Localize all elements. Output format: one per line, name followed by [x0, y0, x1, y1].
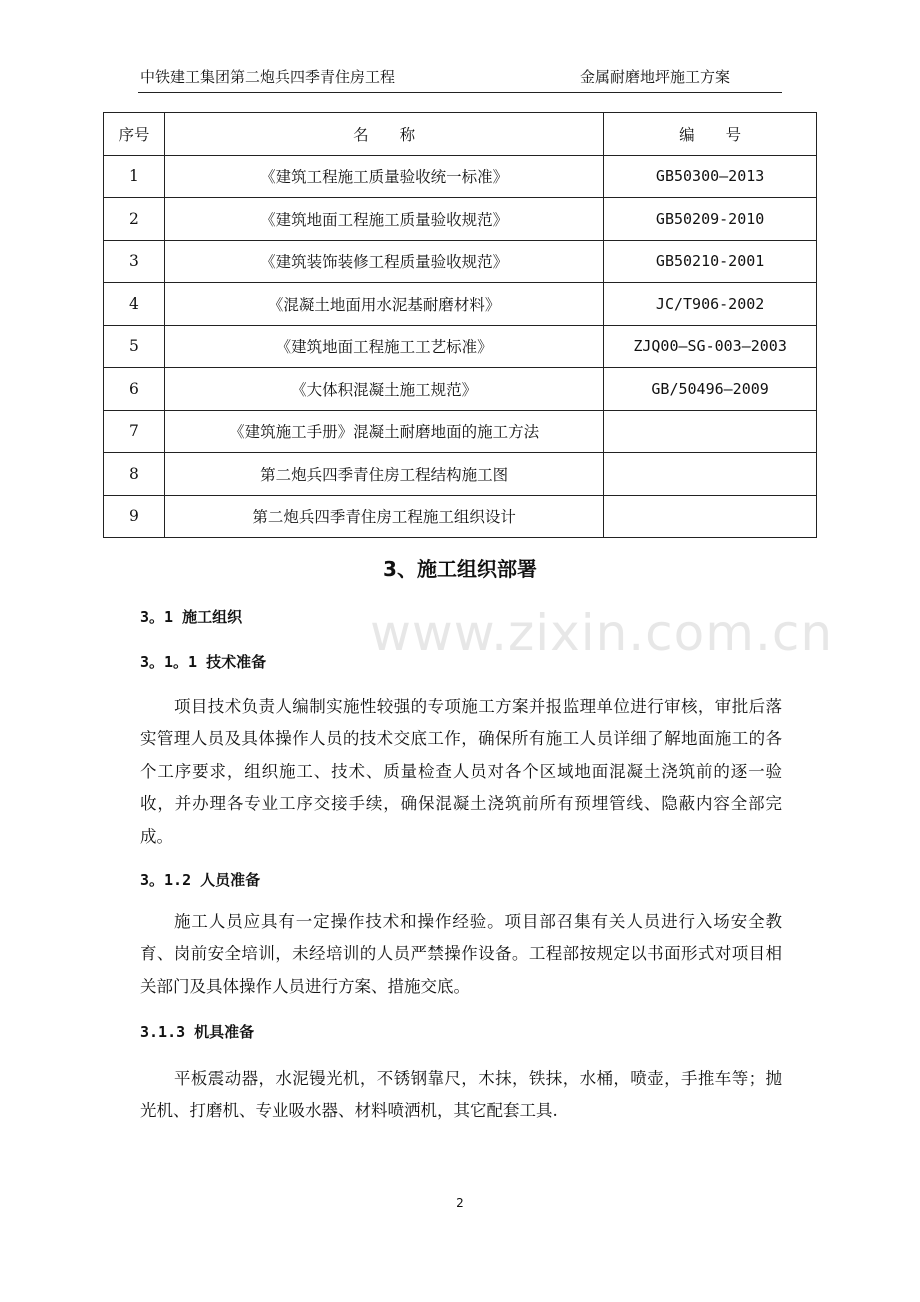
row-name: 《建筑地面工程施工工艺标准》 — [164, 325, 603, 368]
row-code: ZJQ00—SG-003—2003 — [604, 325, 817, 368]
row-no: 9 — [104, 495, 165, 538]
row-code — [604, 495, 817, 538]
row-no: 4 — [104, 283, 165, 326]
header-code: 编 号 — [604, 113, 817, 156]
paragraph-technical-prep: 项目技术负责人编制实施性较强的专项施工方案并报监理单位进行审核，审批后落实管理人员及具体操作人员的技术交底工作，确保所有施工人员详细了解地面施工的各个工序要求，组织施工、技术、质量检查人员对各个区域地面混凝土浇筑前的逐一验收，并办理各专业工序交接手续，确保混凝土浇筑前所有预埋管线、隐蔽内容全部完成。 — [140, 697, 782, 846]
subsection-heading-3-1-1: 3。1。1 技术准备 — [140, 653, 267, 671]
table-row — [104, 368, 817, 411]
row-code: GB50300—2013 — [604, 155, 817, 198]
table-header-row — [104, 113, 817, 156]
row-name: 《建筑施工手册》混凝土耐磨地面的施工方法 — [164, 410, 603, 453]
subsection-heading-3-1-3: 3.1.3 机具准备 — [140, 1023, 255, 1041]
header-doc-title: 金属耐磨地坪施工方案 — [579, 68, 730, 86]
row-name: 《建筑装饰装修工程质量验收规范》 — [164, 240, 603, 283]
row-name: 第二炮兵四季青住房工程结构施工图 — [164, 453, 603, 496]
row-no: 7 — [104, 410, 165, 453]
paragraph-equipment-prep: 平板震动器，水泥镘光机，不锈钢靠尺，木抹，铁抹，水桶，喷壶，手推车等；抛光机、打磨机、专业吸水器、材料喷洒机，其它配套工具. — [140, 1069, 782, 1121]
row-code — [604, 410, 817, 453]
table-row — [104, 283, 817, 326]
paragraph-personnel-prep: 施工人员应具有一定操作技术和操作经验。项目部召集有关人员进行入场安全教育、岗前安全培训，未经培训的人员严禁操作设备。工程部按规定以书面形式对项目相关部门及具体操作人员进行方案、措施交底。 — [140, 912, 782, 996]
table-row — [104, 453, 817, 496]
header-no: 序号 — [104, 113, 165, 156]
section-title: 3、施工组织部署 — [383, 557, 537, 581]
header-name: 名 称 — [164, 113, 603, 156]
row-code: GB/50496—2009 — [604, 368, 817, 411]
table-row — [104, 495, 817, 538]
header-project-title: 中铁建工集团第二炮兵四季青住房工程 — [140, 68, 396, 86]
table-row — [104, 410, 817, 453]
row-no: 5 — [104, 325, 165, 368]
row-no: 8 — [104, 453, 165, 496]
row-code — [604, 453, 817, 496]
row-name: 第二炮兵四季青住房工程施工组织设计 — [164, 495, 603, 538]
subsection-heading-3-1-2: 3。1.2 人员准备 — [140, 871, 261, 889]
table-row — [104, 240, 817, 283]
table-row — [104, 198, 817, 241]
page-header — [138, 66, 782, 93]
page-number: 2 — [456, 1196, 464, 1210]
row-no: 3 — [104, 240, 165, 283]
row-no: 2 — [104, 198, 165, 241]
row-name: 《建筑地面工程施工质量验收规范》 — [164, 198, 603, 241]
table-row — [104, 155, 817, 198]
row-code: GB50209-2010 — [604, 198, 817, 241]
row-no: 1 — [104, 155, 165, 198]
row-code: JC/T906-2002 — [604, 283, 817, 326]
standards-table — [103, 112, 817, 538]
row-name: 《大体积混凝土施工规范》 — [164, 368, 603, 411]
watermark: www.zixin.com.cn — [370, 604, 834, 662]
row-name: 《混凝土地面用水泥基耐磨材料》 — [164, 283, 603, 326]
row-no: 6 — [104, 368, 165, 411]
subsection-heading-3-1: 3。1 施工组织 — [140, 608, 243, 626]
row-name: 《建筑工程施工质量验收统一标准》 — [164, 155, 603, 198]
table-row — [104, 325, 817, 368]
row-code: GB50210-2001 — [604, 240, 817, 283]
